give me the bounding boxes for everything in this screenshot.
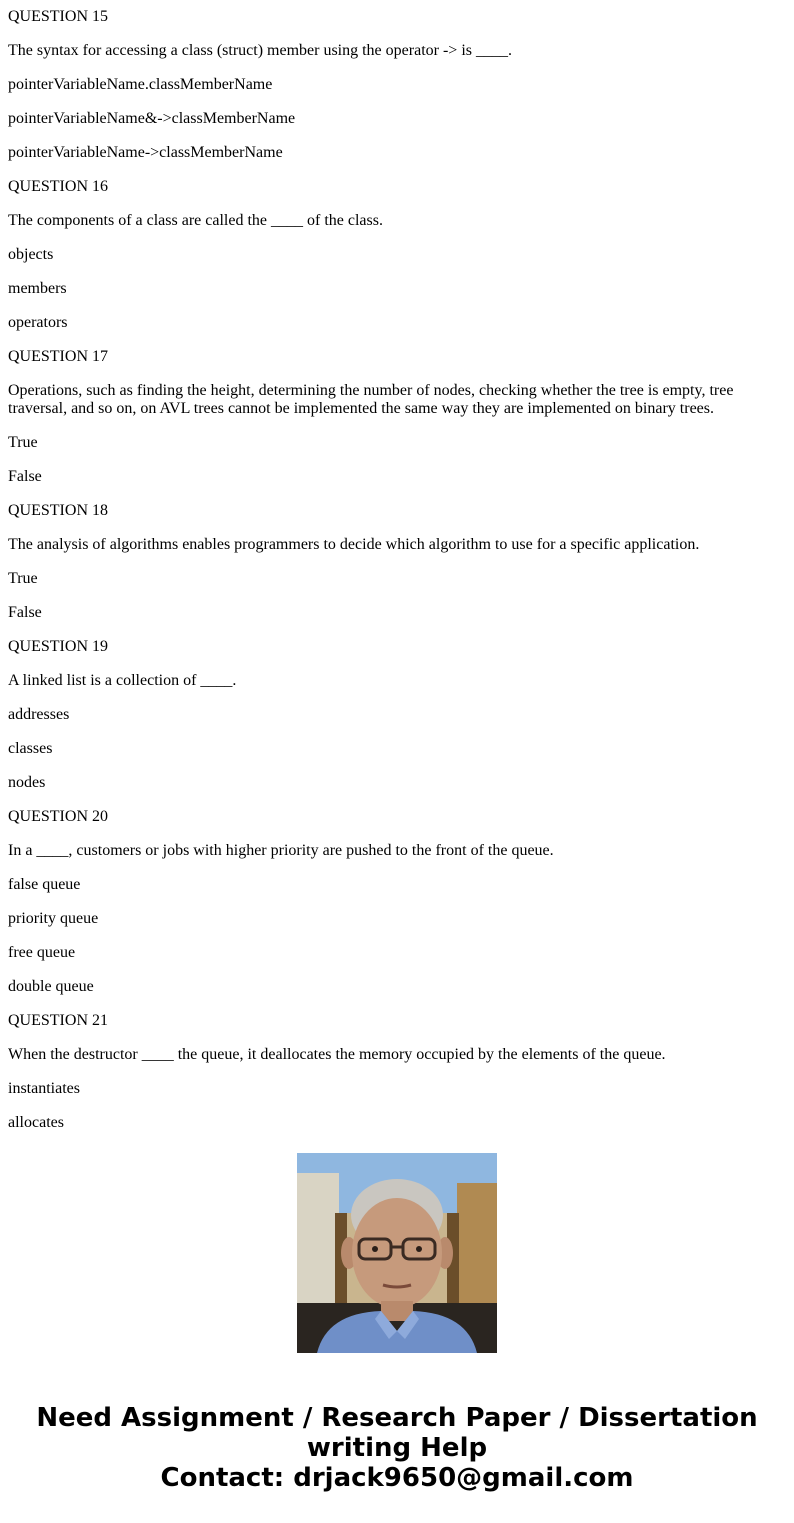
answer-option: True xyxy=(8,434,38,451)
contact-banner xyxy=(0,1403,794,1493)
answer-option: instantiates xyxy=(8,1080,80,1097)
answer-option: free queue xyxy=(8,944,76,961)
question-number: QUESTION 16 xyxy=(8,178,108,195)
question-number: QUESTION 15 xyxy=(8,8,108,25)
question-prompt: The analysis of algorithms enables programmers to decide which algorithm to use for a specific application. xyxy=(8,536,700,553)
answer-option: addresses xyxy=(8,706,70,723)
answer-option: pointerVariableName.classMemberName xyxy=(8,76,273,93)
answer-option: pointerVariableName&->classMemberName xyxy=(8,110,296,127)
answer-option: false queue xyxy=(8,876,81,893)
question-prompt: A linked list is a collection of ____. xyxy=(8,672,237,689)
question-prompt: When the destructor ____ the queue, it deallocates the memory occupied by the elements of the queue. xyxy=(8,1046,666,1063)
question-number: QUESTION 17 xyxy=(8,348,108,365)
answer-option: objects xyxy=(8,246,54,263)
question-prompt: Operations, such as finding the height, determining the number of nodes, checking whether the tree is empty, tree traversal, and so on, on AVL trees cannot be implemented the same way they are implemented on binary trees. xyxy=(8,382,734,417)
answer-option: pointerVariableName->classMemberName xyxy=(8,144,283,161)
author-avatar xyxy=(297,1153,497,1353)
question-number: QUESTION 21 xyxy=(8,1012,108,1029)
answer-option: False xyxy=(8,604,42,621)
question-prompt: The components of a class are called the ____ of the class. xyxy=(8,212,383,229)
cta-line-1: Need Assignment / Research Paper / Dissertation xyxy=(36,1403,758,1433)
answer-option: False xyxy=(8,468,42,485)
question-prompt: The syntax for accessing a class (struct) member using the operator -> is ____. xyxy=(8,42,512,59)
author-photo xyxy=(297,1153,497,1353)
answer-option: nodes xyxy=(8,774,46,791)
answer-option: double queue xyxy=(8,978,94,995)
cta-line-2: writing Help xyxy=(306,1433,488,1463)
question-number: QUESTION 19 xyxy=(8,638,108,655)
answer-option: classes xyxy=(8,740,53,757)
question-prompt: In a ____, customers or jobs with higher priority are pushed to the front of the queue. xyxy=(8,842,554,859)
question-number: QUESTION 20 xyxy=(8,808,108,825)
question-number: QUESTION 18 xyxy=(8,502,108,519)
answer-option: allocates xyxy=(8,1114,64,1131)
question-list xyxy=(8,0,786,1131)
answer-option: operators xyxy=(8,314,68,331)
answer-option: True xyxy=(8,570,38,587)
answer-option: priority queue xyxy=(8,910,99,927)
answer-option: members xyxy=(8,280,67,297)
cta-line-3: Contact: drjack9650@gmail.com xyxy=(160,1463,634,1493)
